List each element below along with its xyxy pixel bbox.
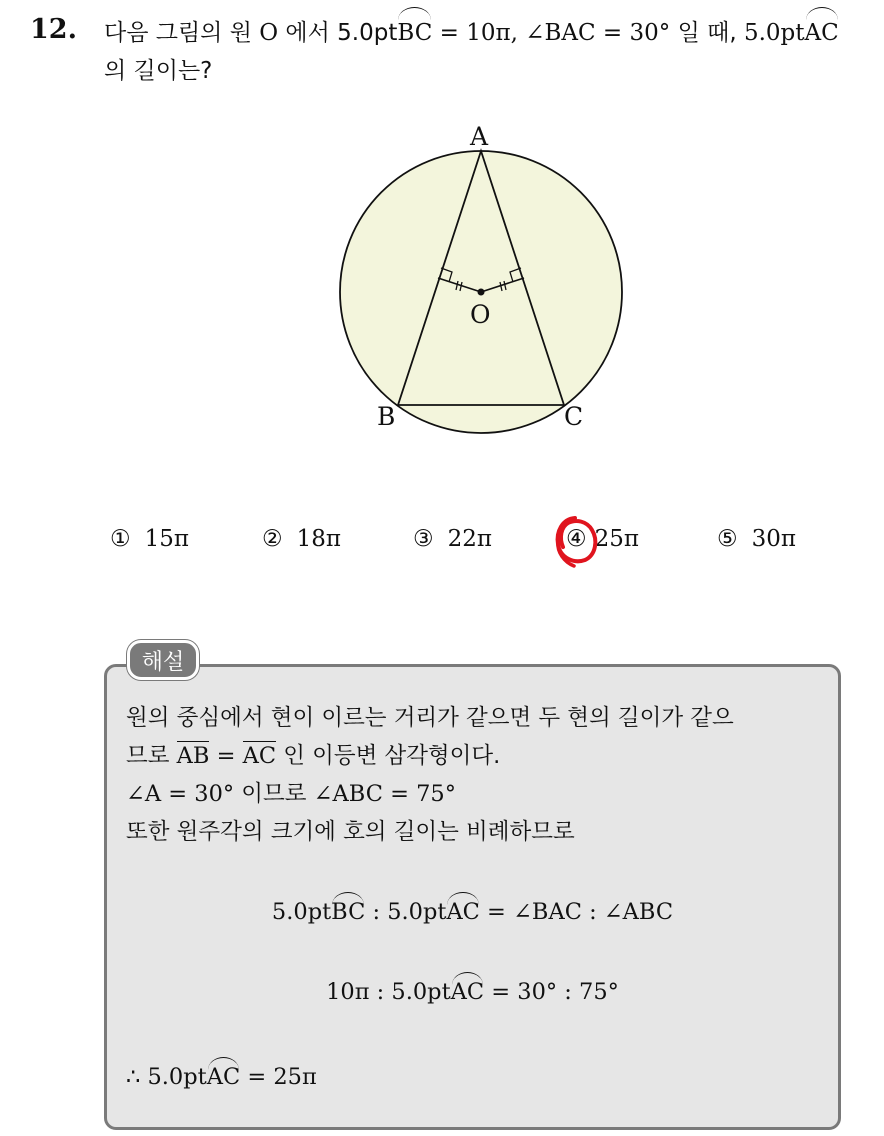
choice-3[interactable] (413, 526, 492, 552)
vertex-a-label: A (470, 122, 489, 151)
solution-line-4: 또한 원주각의 크기에 호의 길이는 비례하므로 (126, 819, 575, 845)
center-label: O (259, 20, 279, 46)
question-number: 12. (30, 14, 77, 45)
center-point (478, 289, 485, 296)
segment-ab: AB (176, 743, 210, 769)
choice-value: 30π (751, 526, 797, 552)
vertex-b-label: B (377, 402, 396, 431)
question-text-part: 에서 5.0pt (278, 20, 398, 46)
equation-part: 10π : 5.0pt (326, 979, 451, 1005)
equation-part: 5.0pt (271, 899, 332, 925)
equation-2 (104, 979, 841, 1005)
choice-value: 25π (594, 526, 640, 552)
question-text-part: 다음 그림의 원 (104, 20, 260, 46)
question-text-line-2: 의 길이는? (104, 58, 213, 84)
answer-choices (0, 526, 884, 566)
choice-1[interactable] (110, 526, 189, 552)
arc-ac: AC (805, 14, 839, 52)
choice-value: 15π (144, 526, 190, 552)
choice-number: ③ (413, 526, 434, 552)
circle-diagram (330, 120, 630, 440)
solution-line-3 (126, 776, 456, 808)
angle-a: ∠A = 30° (126, 781, 235, 807)
equation-part: : 5.0pt (365, 899, 447, 925)
conclusion (126, 1064, 317, 1090)
arc-ac: AC (206, 1064, 241, 1090)
choice-number: ② (262, 526, 283, 552)
solution-line-2 (126, 738, 500, 770)
angle-abc: ∠ABC = 75° (313, 781, 456, 807)
circle-figure (330, 120, 630, 440)
question-text (104, 14, 874, 90)
question-equation: = 10π, ∠BAC = 30° (432, 20, 678, 46)
solution-line-1: 원의 중심에서 현이 이르는 거리가 같으면 두 현의 길이가 같으 (126, 705, 734, 731)
vertex-c-label: C (564, 402, 584, 431)
choice-number: ④ (566, 526, 587, 552)
choice-2[interactable] (262, 526, 341, 552)
arc-ac: AC (446, 899, 480, 925)
equation-part: = ∠BAC : ∠ABC (479, 899, 674, 925)
choice-value: 18π (296, 526, 342, 552)
arc-ac: AC (450, 979, 485, 1005)
answer-circle-mark (554, 514, 600, 570)
arc-bc: BC (397, 14, 432, 52)
equals-sign: = (209, 743, 243, 769)
choice-number: ① (110, 526, 131, 552)
solution-text: 이므로 (234, 781, 314, 807)
solution-tab: 해설 (127, 640, 199, 680)
choice-number: ⑤ (717, 526, 738, 552)
choice-5[interactable] (717, 526, 796, 552)
equation-1 (104, 899, 841, 925)
solution-text: 인 이등변 삼각형이다. (276, 743, 501, 769)
equation-part: = 25π (240, 1064, 317, 1090)
arc-bc: BC (331, 899, 366, 925)
question-text-part: 일 때, (677, 20, 744, 46)
question-text-part: 5.0pt (743, 20, 805, 46)
solution-text: 므로 (126, 743, 177, 769)
segment-ac: AC (242, 743, 277, 769)
equation-part: ∴ 5.0pt (126, 1064, 207, 1090)
equation-part: = 30° : 75° (484, 979, 619, 1005)
center-o-label: O (470, 300, 491, 329)
choice-value: 22π (447, 526, 493, 552)
